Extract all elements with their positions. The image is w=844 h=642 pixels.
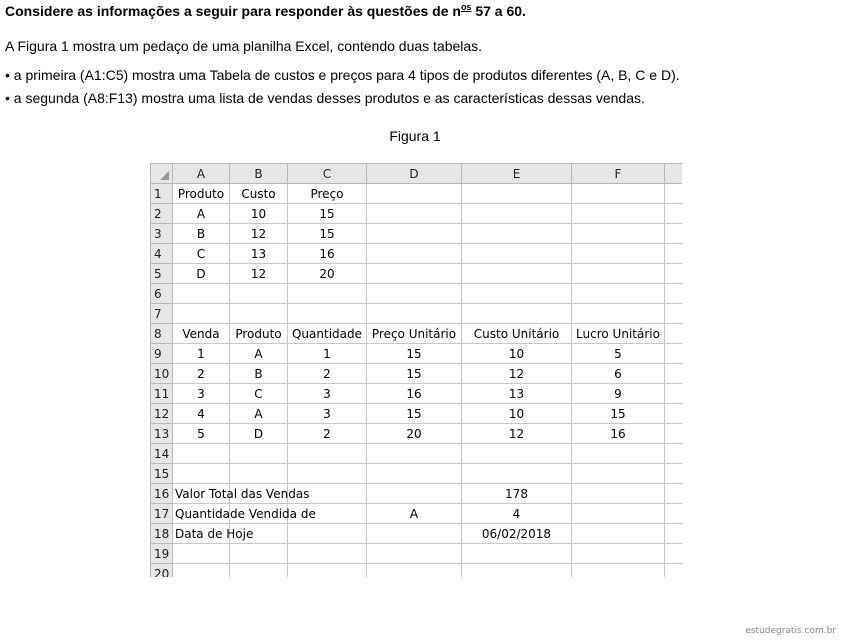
sheet-cell: 1 [173,344,230,364]
sheet-cell: 10 [462,344,572,364]
sheet-cell: 06/02/2018 [462,524,572,544]
sheet-cell-overflow [665,264,683,284]
sheet-cell [288,444,367,464]
sheet-cell [572,224,665,244]
sheet-row [151,464,683,484]
corner-triangle-icon [160,171,169,180]
sheet-cell [462,444,572,464]
sheet-cell [462,544,572,564]
sheet-cell [367,444,462,464]
sheet-row [151,424,683,444]
site-watermark: estudegratis.com.br [745,626,836,636]
heading-superscript: os [460,2,472,12]
sheet-cell [230,564,288,578]
intro-bullet-1: • a primeira (A1:C5) mostra uma Tabela de custos e preços para 4 tipos de produtos diferentes (A, B, C e D). [5,67,680,83]
row-header: 17 [151,504,173,524]
sheet-row [151,364,683,384]
sheet-cell [367,524,462,544]
sheet-cell-overflow [665,304,683,324]
sheet-cell [462,264,572,284]
row-header: 8 [151,324,173,344]
sheet-row [151,384,683,404]
intro-bullet-2: • a segunda (A8:F13) mostra uma lista de vendas desses produtos e as características dessas vendas. [5,90,645,106]
row-header: 9 [151,344,173,364]
sheet-cell: 12 [462,364,572,384]
sheet-cell: 15 [367,344,462,364]
column-header-row [151,164,683,184]
sheet-cell: 5 [173,424,230,444]
sheet-cell: 13 [462,384,572,404]
sheet-cell-overflow [665,404,683,424]
sheet-cell: Data de Hoje [173,524,230,544]
sheet-cell [462,304,572,324]
sheet-row [151,224,683,244]
sheet-row [151,324,683,344]
sheet-cell [462,564,572,578]
sheet-cell: 10 [462,404,572,424]
sheet-row [151,444,683,464]
sheet-cell [288,564,367,578]
sheet-cell: Venda [173,324,230,344]
sheet-cell: 2 [288,364,367,384]
sheet-cell-overflow [665,284,683,304]
row-header: 10 [151,364,173,384]
sheet-cell [288,284,367,304]
sheet-cell [288,544,367,564]
sheet-cell [572,484,665,504]
figure-caption: Figura 1 [389,128,441,144]
sheet-cell-overflow [665,544,683,564]
sheet-cell [230,464,288,484]
sheet-cell [367,284,462,304]
sheet-cell: 12 [230,264,288,284]
column-header: D [367,164,462,184]
sheet-cell: 15 [367,404,462,424]
spreadsheet-grid [150,163,682,577]
sheet-row [151,484,683,504]
sheet-cell [572,464,665,484]
sheet-cell: 2 [173,364,230,384]
sheet-cell: Quantidade Vendida de [173,504,230,524]
sheet-row [151,524,683,544]
row-header: 15 [151,464,173,484]
sheet-cell: 15 [572,404,665,424]
sheet-cell: 16 [367,384,462,404]
sheet-cell: A [230,404,288,424]
sheet-cell [367,264,462,284]
row-header: 14 [151,444,173,464]
sheet-row [151,344,683,364]
sheet-row [151,304,683,324]
sheet-cell [462,284,572,304]
sheet-cell [462,204,572,224]
column-header-overflow [665,164,683,184]
sheet-cell-overflow [665,464,683,484]
row-header: 4 [151,244,173,264]
sheet-cell [230,544,288,564]
sheet-cell: Valor Total das Vendas [173,484,230,504]
sheet-row [151,504,683,524]
sheet-cell [173,284,230,304]
row-header: 7 [151,304,173,324]
column-header: F [572,164,665,184]
sheet-cell: Custo Unitário [462,324,572,344]
sheet-cell: B [230,364,288,384]
sheet-cell-overflow [665,344,683,364]
sheet-cell [367,244,462,264]
sheet-cell [288,524,367,544]
sheet-cell-overflow [665,244,683,264]
sheet-cell: 3 [288,404,367,424]
sheet-cell: 178 [462,484,572,504]
sheet-cell-overflow [665,444,683,464]
sheet-cell: Custo [230,184,288,204]
sheet-cell [173,544,230,564]
sheet-cell: D [230,424,288,444]
sheet-cell: Preço [288,184,367,204]
sheet-cell [173,304,230,324]
sheet-cell: 9 [572,384,665,404]
row-header: 18 [151,524,173,544]
sheet-cell [572,204,665,224]
sheet-cell-overflow [665,564,683,578]
row-header: 3 [151,224,173,244]
sheet-cell: C [230,384,288,404]
sheet-cell [230,284,288,304]
sheet-cell: 13 [230,244,288,264]
sheet-cell: 15 [288,224,367,244]
sheet-cell [572,524,665,544]
sheet-cell [367,184,462,204]
row-header: 19 [151,544,173,564]
question-heading [5,2,526,19]
sheet-row [151,544,683,564]
sheet-cell: 3 [288,384,367,404]
sheet-cell-overflow [665,184,683,204]
sheet-row [151,564,683,578]
sheet-cell: 3 [173,384,230,404]
row-header: 13 [151,424,173,444]
sheet-cell [367,564,462,578]
sheet-cell: B [173,224,230,244]
sheet-cell [572,564,665,578]
sheet-cell [572,184,665,204]
sheet-cell: Preço Unitário [367,324,462,344]
sheet-cell [367,464,462,484]
heading-tail: 57 a 60. [471,3,526,19]
sheet-cell-overflow [665,424,683,444]
sheet-cell: 2 [288,424,367,444]
row-header: 2 [151,204,173,224]
sheet-cell [462,244,572,264]
sheet-cell [572,544,665,564]
sheet-cell-overflow [665,524,683,544]
sheet-cell: 15 [367,364,462,384]
sheet-cell: 20 [367,424,462,444]
sheet-cell-overflow [665,504,683,524]
sheet-row [151,264,683,284]
sheet-cell-overflow [665,384,683,404]
sheet-row [151,184,683,204]
sheet-cell-overflow [665,484,683,504]
sheet-cell [230,304,288,324]
sheet-cell: Lucro Unitário [572,324,665,344]
sheet-cell: 4 [173,404,230,424]
sheet-cell [288,304,367,324]
sheet-cell [173,564,230,578]
column-header: C [288,164,367,184]
heading-text: Considere as informações a seguir para responder às questões de n [5,3,461,19]
sheet-cell: A [230,344,288,364]
sheet-cell [367,204,462,224]
sheet-cell: C [173,244,230,264]
sheet-cell: A [367,504,462,524]
sheet-cell: 15 [288,204,367,224]
sheet-cell: D [173,264,230,284]
sheet-cell [572,284,665,304]
sheet-cell [367,484,462,504]
row-header: 11 [151,384,173,404]
sheet-cell: Quantidade [288,324,367,344]
row-header: 5 [151,264,173,284]
spreadsheet-image [150,163,682,577]
sheet-cell [367,304,462,324]
row-header: 6 [151,284,173,304]
sheet-cell [462,184,572,204]
sheet-cell: 4 [462,504,572,524]
sheet-cell: 16 [572,424,665,444]
sheet-row [151,404,683,424]
sheet-cell: 16 [288,244,367,264]
sheet-cell: A [173,204,230,224]
sheet-cell [462,224,572,244]
sheet-cell: Produto [173,184,230,204]
sheet-cell-overflow [665,224,683,244]
column-header: E [462,164,572,184]
sheet-cell [230,444,288,464]
sheet-row [151,244,683,264]
row-header: 12 [151,404,173,424]
sheet-row [151,284,683,304]
sheet-row [151,204,683,224]
sheet-cell [367,544,462,564]
sheet-cell: 10 [230,204,288,224]
row-header: 1 [151,184,173,204]
sheet-cell [462,464,572,484]
sheet-cell [173,464,230,484]
sheet-cell [367,224,462,244]
select-all-corner [151,164,173,184]
sheet-cell-overflow [665,204,683,224]
sheet-cell [572,444,665,464]
sheet-cell [173,444,230,464]
sheet-cell [572,264,665,284]
row-header: 20 [151,564,173,578]
sheet-cell [572,304,665,324]
sheet-cell: 12 [462,424,572,444]
column-header: A [173,164,230,184]
sheet-cell: Produto [230,324,288,344]
sheet-cell: 1 [288,344,367,364]
sheet-cell [288,464,367,484]
row-header: 16 [151,484,173,504]
sheet-cell [572,244,665,264]
sheet-cell-overflow [665,324,683,344]
sheet-cell: 12 [230,224,288,244]
intro-line-1: A Figura 1 mostra um pedaço de uma planilha Excel, contendo duas tabelas. [5,38,483,54]
sheet-cell-overflow [665,364,683,384]
sheet-cell: 20 [288,264,367,284]
sheet-cell: 5 [572,344,665,364]
column-header: B [230,164,288,184]
sheet-cell: 6 [572,364,665,384]
sheet-cell [572,504,665,524]
